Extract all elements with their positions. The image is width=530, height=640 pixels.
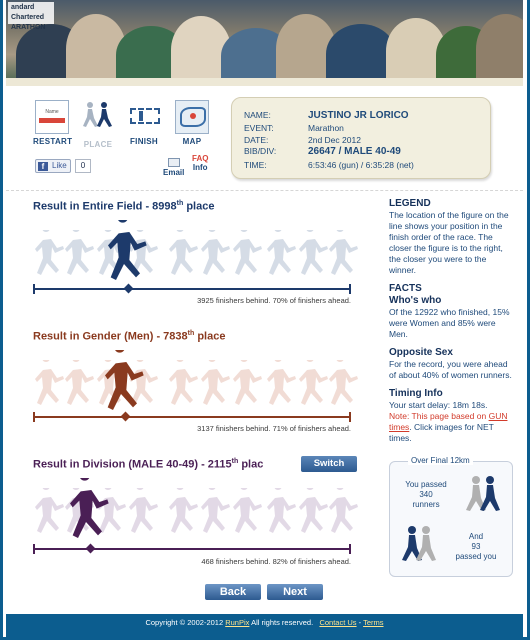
- timing-click-text: . Click images for NET times.: [389, 422, 494, 443]
- name-tag-text: Name: [40, 109, 64, 113]
- contact-us-link[interactable]: Contact Us: [319, 618, 357, 627]
- name-tag-stripe: [39, 118, 65, 123]
- banner-photo: [6, 0, 523, 78]
- opposite-sex-heading: Opposite Sex: [389, 347, 453, 358]
- time-row: [244, 160, 414, 170]
- runner-figure-pale: [33, 488, 67, 536]
- division-title-text: Result in Division (MALE 40-49) - 2115: [33, 458, 232, 471]
- opposite-sex-text: For the record, you were ahead of about 40% of women runners.: [389, 359, 512, 380]
- runner-figure-pale: [297, 488, 331, 536]
- date-row: [244, 135, 361, 145]
- switch-button[interactable]: Switch: [301, 456, 357, 472]
- gender-runners-graphic[interactable]: [33, 352, 357, 418]
- runner-figure-pale: [327, 360, 361, 408]
- restart-label: RESTART: [33, 137, 73, 146]
- divider: [6, 190, 523, 191]
- map-icon: [175, 100, 209, 134]
- gender-note: 3137 finishers behind. 71% of finishers ahead.: [197, 424, 351, 433]
- footer-separator: -: [356, 618, 364, 627]
- map-button[interactable]: [173, 100, 211, 146]
- track-end-tick: [33, 412, 35, 422]
- next-button[interactable]: Next: [267, 584, 323, 600]
- runner-figure-pale: [231, 360, 265, 408]
- timing-note: Note: This page based on: [389, 411, 487, 421]
- rights-text: All rights reserved.: [249, 618, 314, 627]
- facebook-like-button[interactable]: [35, 159, 71, 173]
- result-gender: [33, 330, 357, 433]
- whos-who-text: Of the 12922 who finished, 15% were Women and 85% were Men.: [389, 307, 510, 339]
- passed-by-runners-icon[interactable]: [398, 524, 438, 568]
- legend-heading: LEGEND: [389, 198, 431, 209]
- over-final-box: [389, 456, 513, 577]
- runner-figure-pale: [199, 360, 233, 408]
- whos-who-heading: Who's who: [389, 295, 442, 306]
- legend-text: The location of the figure on the line shows your position in the finish order of the race. The closer the figure is to the right, the closer you were to the winner.: [389, 210, 509, 275]
- field-note: 3925 finishers behind. 70% of finishers ahead.: [197, 296, 351, 305]
- date-value: 2nd Dec 2012: [308, 135, 361, 145]
- restart-button[interactable]: [33, 100, 71, 146]
- event-logo: andard Chartered ARATHON: [8, 2, 54, 24]
- runner-figure-pale: [231, 488, 265, 536]
- runner-pair-icon: [80, 100, 116, 134]
- info-label: Info: [192, 163, 208, 172]
- runner-figure-pale: [63, 230, 97, 278]
- field-title-tail: place: [183, 200, 215, 213]
- runner-figure-pale: [265, 488, 299, 536]
- track-end-tick: [33, 284, 35, 294]
- facts-heading: FACTS: [389, 283, 422, 294]
- result-field-title: [33, 200, 357, 214]
- runner-figure-pale: [33, 230, 67, 278]
- division-position-track: [33, 548, 351, 550]
- time-key: TIME:: [244, 160, 267, 170]
- envelope-icon: [168, 158, 180, 167]
- runner-figure-pale: [297, 230, 331, 278]
- bib-value: 26647 / MALE 40-49: [308, 146, 401, 157]
- event-row: [244, 123, 344, 133]
- email-label: Email: [163, 168, 185, 177]
- name-tag-icon: [35, 100, 69, 134]
- like-label: Like: [52, 161, 67, 170]
- gun-times-link[interactable]: GUN times: [389, 411, 508, 432]
- terms-link[interactable]: Terms: [363, 618, 384, 627]
- runner-figure-pale: [33, 360, 67, 408]
- runner-name: JUSTINO JR LORICO: [308, 110, 409, 121]
- runner-figure-pale: [231, 230, 265, 278]
- info-link[interactable]: [192, 155, 208, 172]
- event-value: Marathon: [308, 123, 344, 133]
- field-position-track: [33, 288, 351, 290]
- finish-label: FINISH: [129, 137, 159, 146]
- runner-figure-pale: [297, 360, 331, 408]
- timing-heading: Timing Info: [389, 388, 443, 399]
- legend-panel: [389, 198, 513, 444]
- result-entire-field: [33, 200, 357, 305]
- field-runners-graphic[interactable]: [33, 222, 357, 288]
- faq-label: FAQ: [192, 154, 209, 163]
- runner-figure-you[interactable]: [67, 478, 113, 542]
- runpix-link[interactable]: RunPix: [225, 618, 250, 627]
- back-button[interactable]: Back: [205, 584, 261, 600]
- track-end-tick: [349, 412, 351, 422]
- runner-figure-you[interactable]: [102, 350, 148, 414]
- runner-figure-pale: [327, 230, 361, 278]
- email-link[interactable]: [163, 158, 184, 177]
- facebook-icon: f: [38, 162, 48, 171]
- division-title-suffix: th: [231, 458, 239, 465]
- over-final-header: Over Final 12km: [408, 456, 473, 465]
- runner-figure-pale: [127, 488, 161, 536]
- gender-title-tail: place: [194, 330, 226, 343]
- field-title-suffix: th: [176, 200, 184, 207]
- name-key: NAME:: [244, 110, 271, 120]
- gender-title-suffix: th: [187, 330, 195, 337]
- field-title-text: Result in Entire Field - 8998: [33, 200, 177, 213]
- bib-row: [244, 146, 401, 157]
- runner-figure-pale: [199, 230, 233, 278]
- track-end-tick: [33, 544, 35, 554]
- gender-title-text: Result in Gender (Men) - 7838: [33, 330, 188, 343]
- like-count: 0: [75, 159, 91, 173]
- timing-delay: Your start delay: 18m 18s.: [389, 400, 488, 410]
- date-key: DATE:: [244, 135, 269, 145]
- result-gender-title: [33, 330, 357, 344]
- track-end-tick: [349, 544, 351, 554]
- finish-line-icon: [127, 100, 161, 134]
- division-runners-graphic[interactable]: [33, 480, 357, 546]
- map-label: MAP: [182, 137, 202, 146]
- event-key: EVENT:: [244, 123, 274, 133]
- footer: [6, 614, 523, 640]
- runner-figure-pale: [167, 230, 201, 278]
- runner-figure-pale: [199, 488, 233, 536]
- name-row: [244, 110, 409, 121]
- passed-by-text: And 93 passed you: [455, 532, 497, 561]
- runner-info-panel: [231, 97, 491, 179]
- gender-position-track: [33, 416, 351, 418]
- division-note: 468 finishers behind. 82% of finishers ahead.: [201, 557, 351, 566]
- runner-figure-pale: [265, 230, 299, 278]
- runner-figure-pale: [327, 488, 361, 536]
- runner-figure-you[interactable]: [105, 220, 151, 284]
- place-button[interactable]: [79, 100, 117, 149]
- time-value: 6:53:46 (gun) / 6:35:28 (net): [308, 160, 414, 170]
- bib-key: BIB/DIV:: [244, 146, 277, 156]
- passed-text: You passed 340 runners: [405, 480, 447, 509]
- finish-button[interactable]: [125, 100, 163, 146]
- toolbar: [33, 100, 213, 150]
- track-end-tick: [349, 284, 351, 294]
- banner-strip: [6, 78, 523, 86]
- runner-figure-pale: [167, 488, 201, 536]
- runner-figure-pale: [167, 360, 201, 408]
- division-title-tail: plac: [238, 458, 264, 471]
- passed-runners-icon[interactable]: [462, 474, 502, 518]
- place-label: PLACE: [83, 140, 113, 149]
- copyright-text: Copyright © 2002-2012: [145, 618, 226, 627]
- runner-figure-pale: [265, 360, 299, 408]
- runner-figure-pale: [63, 360, 97, 408]
